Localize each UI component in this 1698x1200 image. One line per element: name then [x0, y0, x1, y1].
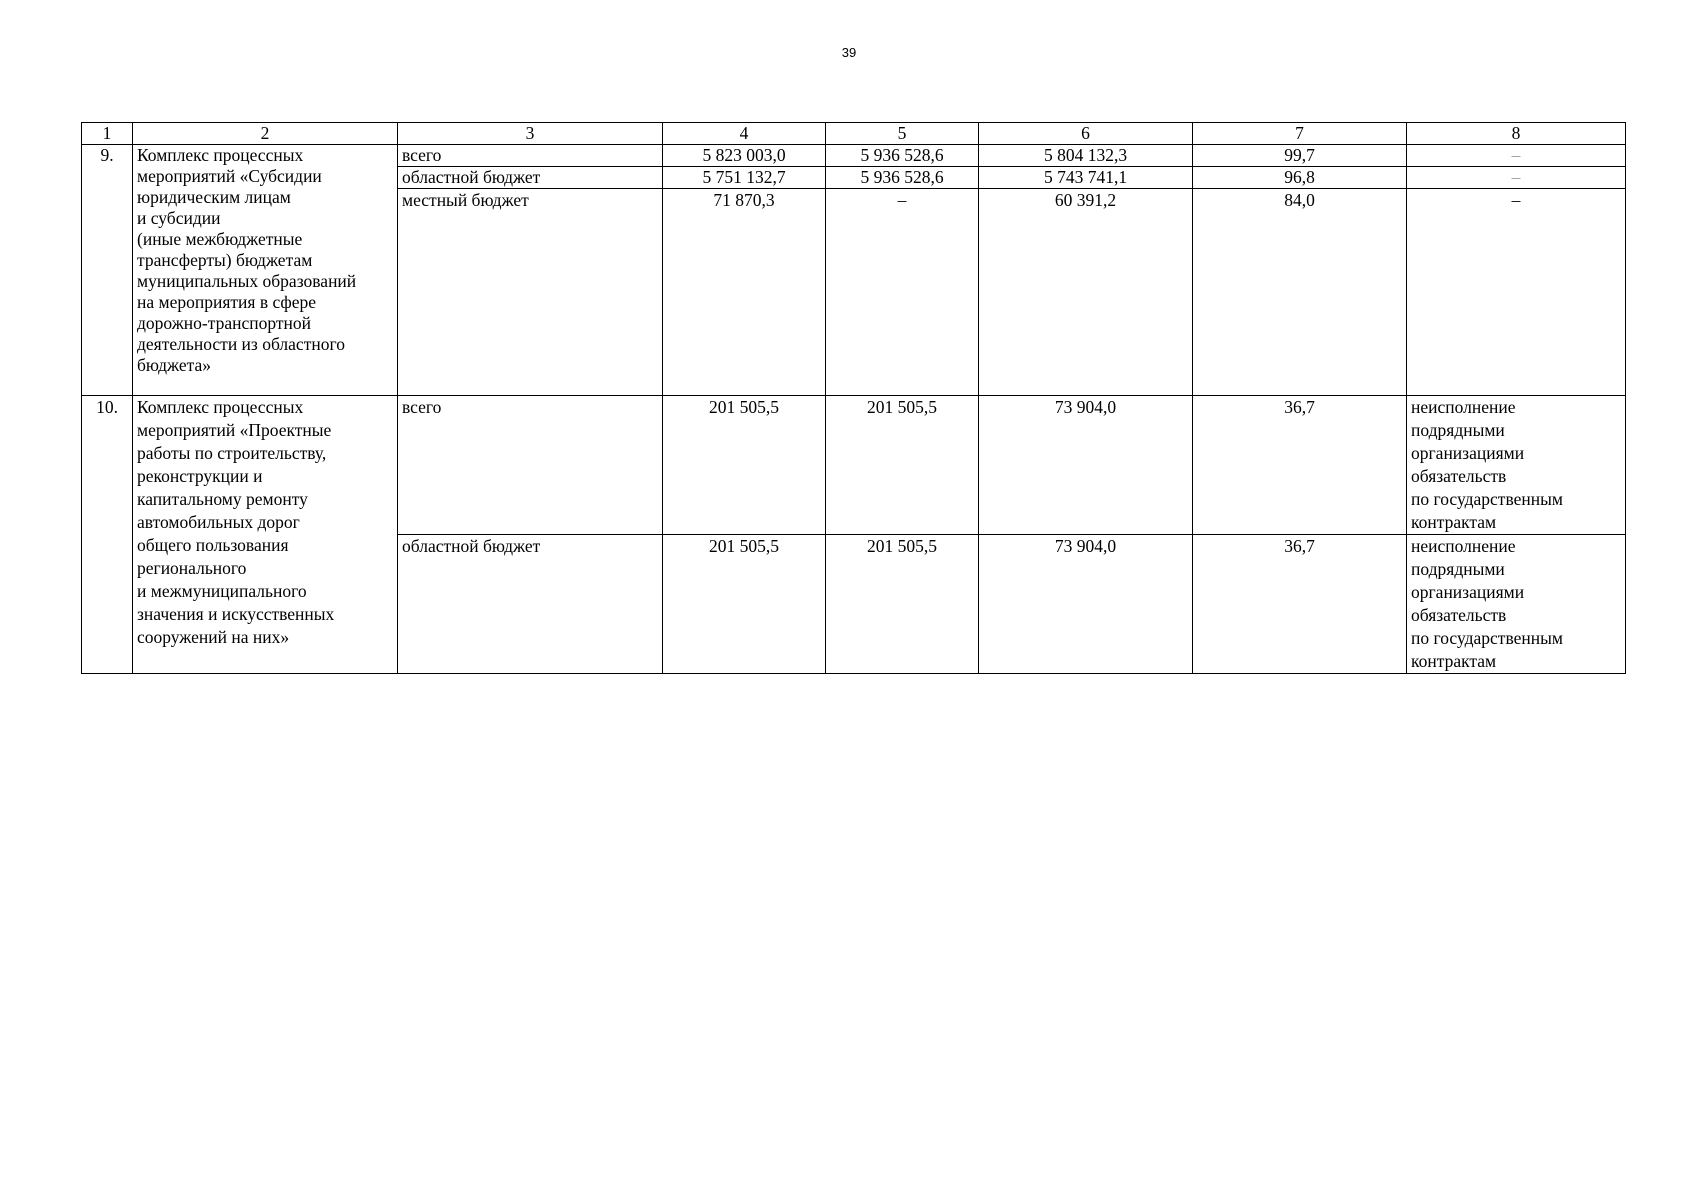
table-row [82, 396, 1626, 535]
percent-col-7: 99,7 [1193, 145, 1407, 167]
value-col-4: 201 505,5 [663, 535, 826, 674]
report-table [81, 122, 1626, 674]
value-col-6: 73 904,0 [979, 396, 1193, 535]
column-number: 3 [398, 123, 663, 145]
note-col-8: – [1407, 145, 1626, 167]
column-number: 2 [133, 123, 398, 145]
activity-name: Комплекс процессных мероприятий «Субсидии юридическим лицам и субсидии (иные межбюджетные трансферты) бюджетам муниципальных образований на мероприятия в сфере дорожно-транспортной деятельности из областного бюджета» [133, 145, 398, 396]
funding-source: всего [398, 145, 663, 167]
note-col-8: неисполнение подрядными организациями обязательств по государственным контрактам [1407, 396, 1626, 535]
column-number-row [82, 123, 1626, 145]
funding-source: местный бюджет [398, 189, 663, 396]
row-number: 9. [82, 145, 133, 396]
column-number: 5 [826, 123, 979, 145]
page-number: 39 [841, 45, 857, 60]
column-number: 8 [1407, 123, 1626, 145]
value-col-5: – [826, 189, 979, 396]
value-col-6: 5 743 741,1 [979, 167, 1193, 189]
column-number: 1 [82, 123, 133, 145]
note-col-8: – [1407, 167, 1626, 189]
note-col-8: неисполнение подрядными организациями обязательств по государственным контрактам [1407, 535, 1626, 674]
funding-source: всего [398, 396, 663, 535]
percent-col-7: 36,7 [1193, 396, 1407, 535]
percent-col-7: 96,8 [1193, 167, 1407, 189]
value-col-5: 5 936 528,6 [826, 145, 979, 167]
value-col-6: 60 391,2 [979, 189, 1193, 396]
value-col-4: 201 505,5 [663, 396, 826, 535]
column-number: 4 [663, 123, 826, 145]
table-row [82, 145, 1626, 167]
value-col-6: 5 804 132,3 [979, 145, 1193, 167]
percent-col-7: 84,0 [1193, 189, 1407, 396]
value-col-4: 5 751 132,7 [663, 167, 826, 189]
value-col-5: 201 505,5 [826, 396, 979, 535]
column-number: 7 [1193, 123, 1407, 145]
funding-source: областной бюджет [398, 535, 663, 674]
value-col-4: 5 823 003,0 [663, 145, 826, 167]
row-number: 10. [82, 396, 133, 674]
note-col-8: – [1407, 189, 1626, 396]
activity-name: Комплекс процессных мероприятий «Проектные работы по строительству, реконструкции и капитальному ремонту автомобильных дорог общего пользования регионального и межмуниципального значения и искусственных сооружений на них» [133, 396, 398, 674]
value-col-6: 73 904,0 [979, 535, 1193, 674]
value-col-4: 71 870,3 [663, 189, 826, 396]
funding-source: областной бюджет [398, 167, 663, 189]
value-col-5: 201 505,5 [826, 535, 979, 674]
value-col-5: 5 936 528,6 [826, 167, 979, 189]
percent-col-7: 36,7 [1193, 535, 1407, 674]
column-number: 6 [979, 123, 1193, 145]
